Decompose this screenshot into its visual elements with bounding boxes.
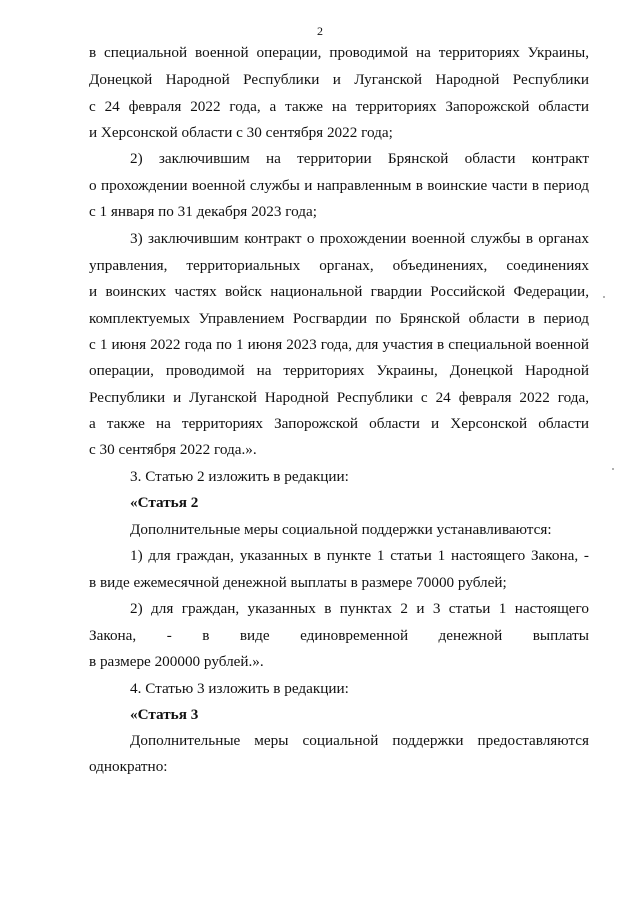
text-line: 2) заключившим на территории Брянской области контракт <box>130 150 589 167</box>
text-line: о прохождении военной службы и направленным в воинские части в период <box>89 177 589 194</box>
text-line: Дополнительные меры социальной поддержки предоставляются <box>130 732 589 749</box>
text-line: Дополнительные меры социальной поддержки устанавливаются: <box>130 521 552 538</box>
text-line: 1) для граждан, указанных в пункте 1 статьи 1 настоящего Закона, - <box>130 547 589 564</box>
text-line: в виде ежемесячной денежной выплаты в размере 70000 рублей; <box>89 574 507 591</box>
text-line: и Херсонской области с 30 сентября 2022 года; <box>89 124 393 141</box>
text-line: комплектуемых Управлением Росгвардии по Брянской области в период <box>89 310 589 327</box>
text-line: с 24 февраля 2022 года, а также на территориях Запорожской области <box>89 98 589 115</box>
scan-speck <box>603 296 605 298</box>
text-line: и воинских частях войск национальной гвардии Российской Федерации, <box>89 283 589 300</box>
text-line: с 1 июня 2022 года по 1 июня 2023 года, для участия в специальной военной <box>89 336 589 353</box>
page-number: 2 <box>317 24 323 38</box>
text-line: операции, проводимой на территориях Украины, Донецкой Народной <box>89 362 589 379</box>
text-line: Республики и Луганской Народной Республики с 24 февраля 2022 года, <box>89 389 589 406</box>
text-line: Донецкой Народной Республики и Луганской Народной Республики <box>89 71 589 88</box>
scan-speck <box>612 468 614 470</box>
text-line: 3. Статью 2 изложить в редакции: <box>130 468 349 485</box>
text-line: «Статья 3 <box>130 706 199 723</box>
text-line: однократно: <box>89 758 168 775</box>
text-line: 4. Статью 3 изложить в редакции: <box>130 680 349 697</box>
text-line: в размере 200000 рублей.». <box>89 653 264 670</box>
text-line: с 30 сентября 2022 года.». <box>89 441 257 458</box>
text-line: управления, территориальных органах, объединениях, соединениях <box>89 257 589 274</box>
text-line: 2) для граждан, указанных в пунктах 2 и 3 статьи 1 настоящего <box>130 600 589 617</box>
text-line: 3) заключившим контракт о прохождении военной службы в органах <box>130 230 589 247</box>
text-line: а также на территориях Запорожской области и Херсонской области <box>89 415 589 432</box>
text-line: с 1 января по 31 декабря 2023 года; <box>89 203 317 220</box>
text-line: Закона, - в виде единовременной денежной выплаты <box>89 627 589 644</box>
text-line: в специальной военной операции, проводимой на территориях Украины, <box>89 44 589 61</box>
text-line: «Статья 2 <box>130 494 199 511</box>
